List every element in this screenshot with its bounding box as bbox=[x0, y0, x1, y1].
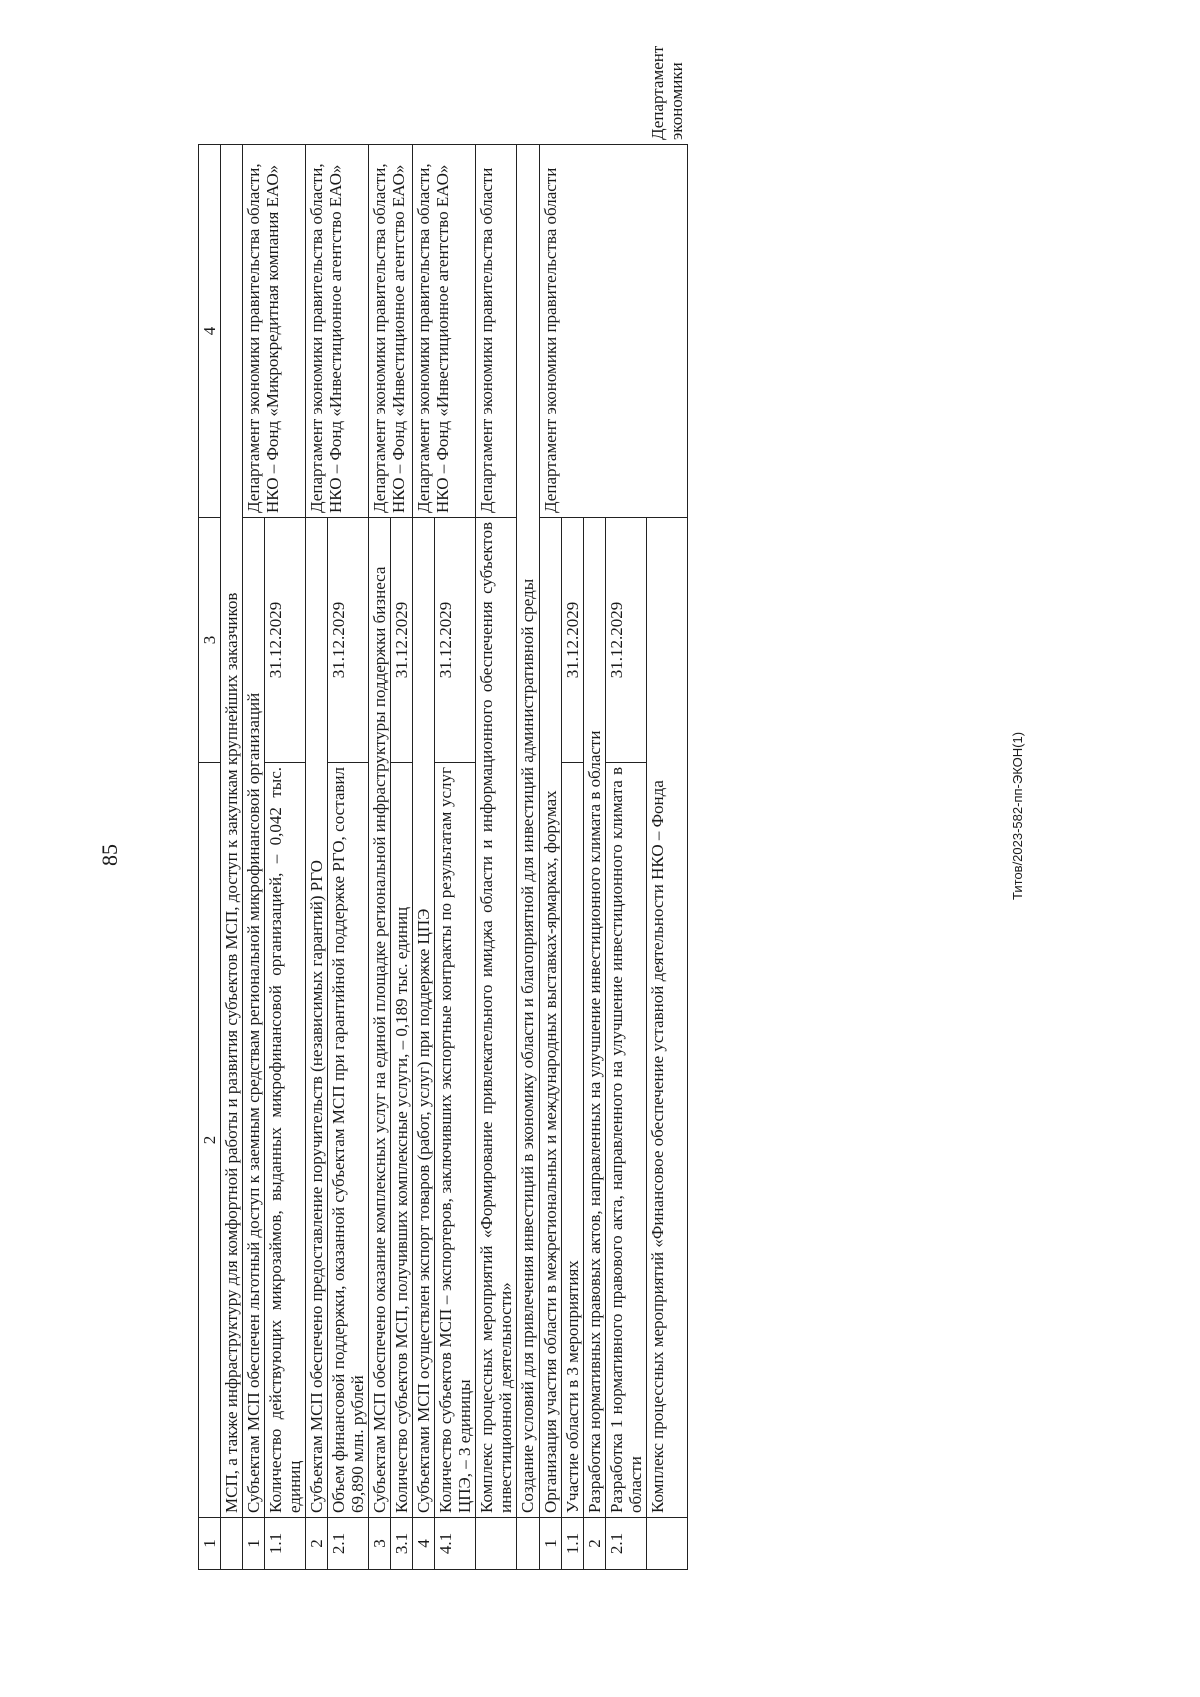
row-number: 3 bbox=[369, 1518, 391, 1570]
document-code: Титов/2023-582-пп-ЭКОН(1) bbox=[1010, 731, 1025, 900]
complex-title: Комплекс процессных мероприятий «Формирование привлекательного имиджа области и информационного обеспечения субъектов инвестиционной деятельности» bbox=[476, 518, 517, 1518]
row-number: 2.1 bbox=[605, 1518, 646, 1570]
indicator-description: Разработка 1 нормативного правового акта, направленного на улучшение инвестиционного климата в области bbox=[605, 763, 646, 1518]
column-header: 4 bbox=[199, 145, 221, 518]
due-date: 31.12.2029 bbox=[265, 518, 306, 763]
row-number: 2 bbox=[583, 1518, 605, 1570]
row-number: 1 bbox=[539, 1518, 561, 1570]
table-row bbox=[517, 145, 539, 1570]
row-number: 4.1 bbox=[435, 1518, 476, 1570]
row-number-cell bbox=[646, 1518, 687, 1570]
due-date: 31.12.2029 bbox=[435, 518, 476, 763]
table-row bbox=[413, 145, 435, 1570]
complex-title: Комплекс процессных мероприятий «Финансовое обеспечение уставной деятельности НКО – Фонда bbox=[646, 518, 687, 1518]
table-row bbox=[369, 145, 391, 1570]
indicator-description: Количество действующих микрозаймов, выданных микрофинансовой организацией, – 0,042 тыс. единиц bbox=[265, 763, 306, 1518]
row-number: 3.1 bbox=[391, 1518, 413, 1570]
result-description: Субъектами МСП осуществлен экспорт товаров (работ, услуг) при поддержке ЦПЭ bbox=[413, 518, 435, 1518]
table-header-row bbox=[199, 145, 221, 1570]
responsible-party: Департамент экономики правительства области, НКО – Фонд «Инвестиционное агентство ЕАО» bbox=[413, 145, 476, 518]
row-number: 4 bbox=[413, 1518, 435, 1570]
table-row bbox=[476, 145, 517, 1570]
column-header: 1 bbox=[199, 1518, 221, 1570]
indicator-description: Участие области в 3 мероприятиях bbox=[561, 763, 583, 1518]
page-number: 85 bbox=[97, 844, 122, 866]
indicator-description: Количество субъектов МСП, получивших комплексные услуги, – 0,189 тыс. единиц bbox=[391, 763, 413, 1518]
table-row bbox=[539, 145, 561, 1570]
result-description: Организация участия области в межрегиональных и международных выставках-ярмарках, форумах bbox=[539, 518, 561, 1518]
due-date: 31.12.2029 bbox=[605, 518, 646, 763]
responsible-party: Департамент экономики правительства области, НКО – Фонд «Микрокредитная компания ЕАО» bbox=[243, 145, 306, 518]
due-date: 31.12.2029 bbox=[328, 518, 369, 763]
responsible-party: Департамент экономики правительства области, НКО – Фонд «Инвестиционное агентство ЕАО» bbox=[369, 145, 413, 518]
indicator-description: Разработка нормативных правовых актов, направленных на улучшение инвестиционного климата в области bbox=[583, 518, 605, 1518]
table-row bbox=[306, 145, 328, 1570]
row-number-cell bbox=[517, 1518, 539, 1570]
indicator-description: Объем финансовой поддержки, оказанной субъектам МСП при гарантийной поддержке РГО, составил 69,890 млн. рублей bbox=[328, 763, 369, 1518]
rotated-page bbox=[198, 45, 688, 1570]
row-number: 1 bbox=[243, 1518, 265, 1570]
row-number: 2.1 bbox=[328, 1518, 369, 1570]
result-description: Субъектам МСП обеспечено оказание комплексных услуг на единой площадке региональной инфраструктуры поддержки бизнеса bbox=[369, 518, 391, 1518]
column-header: 2 bbox=[199, 763, 221, 1518]
section-heading: МСП, а также инфраструктуру для комфортной работы и развития субъектов МСП, доступ к закупкам крупнейших заказчиков bbox=[221, 145, 243, 1518]
row-number: 2 bbox=[306, 1518, 328, 1570]
due-date: 31.12.2029 bbox=[561, 518, 583, 763]
table-row bbox=[243, 145, 265, 1570]
row-number: 1.1 bbox=[265, 1518, 306, 1570]
due-date: 31.12.2029 bbox=[391, 518, 413, 763]
responsible-party: Департамент экономики правительства области bbox=[476, 145, 517, 518]
row-number-cell bbox=[476, 1518, 517, 1570]
row-number-cell bbox=[221, 1518, 243, 1570]
result-description: Субъектам МСП обеспечено предоставление поручительств (независимых гарантий) РГО bbox=[306, 518, 328, 1518]
result-description: Субъектам МСП обеспечен льготный доступ к заемным средствам региональной микрофинансовой организаций bbox=[243, 518, 265, 1518]
section-heading: Создание условий для привлечения инвестиций в экономику области и благоприятной для инвестиций административной среды bbox=[517, 145, 539, 1518]
column-header: 3 bbox=[199, 518, 221, 763]
indicator-description: Количество субъектов МСП – экспортеров, заключивших экспортные контракты по результатам услуг ЦПЭ, – 3 единицы bbox=[435, 763, 476, 1518]
measures-table bbox=[198, 45, 688, 1570]
table-row bbox=[221, 145, 243, 1570]
row-number: 1.1 bbox=[561, 1518, 583, 1570]
responsible-party: Департамент экономики правительства области, НКО – Фонд «Инвестиционное агентство ЕАО» bbox=[306, 145, 369, 518]
table-row: Комплекс процессных мероприятий «Финансовое обеспечение уставной деятельности НКО – Фонда Департамент экономики bbox=[646, 145, 687, 1570]
responsible-party: Департамент экономики правительства области bbox=[539, 145, 687, 518]
